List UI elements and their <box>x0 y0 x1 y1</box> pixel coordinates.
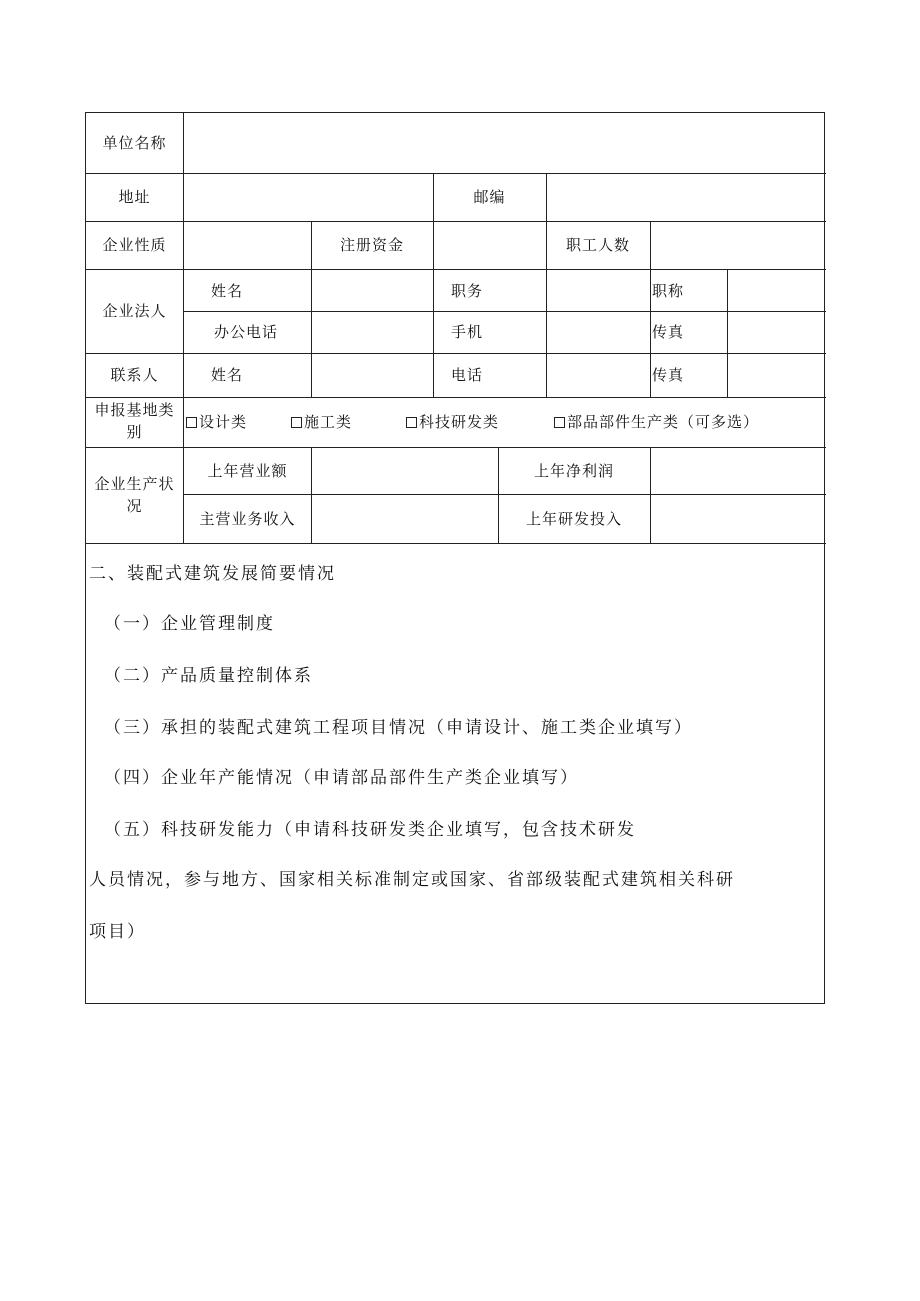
row-divider <box>86 543 826 544</box>
section-2-item-4: （四）企业年产能情况（申请部品部件生产类企业填写） <box>104 768 579 788</box>
label-last-rd: 上年研发投入 <box>525 510 622 528</box>
row-divider <box>86 397 826 398</box>
section-2-item-1: （一）企业管理制度 <box>104 614 275 634</box>
option-parts-production-label: 部品部件生产类（可多选） <box>567 413 760 431</box>
label-contact-fax: 传真 <box>652 366 685 384</box>
label-main-income: 主营业务收入 <box>199 510 296 528</box>
label-lp-fax: 传真 <box>652 323 685 341</box>
checkbox-icon <box>186 417 197 428</box>
label-contact-name: 姓名 <box>211 366 244 384</box>
label-base-type: 申报基地类别 <box>94 401 175 441</box>
row-divider <box>86 173 826 174</box>
label-lp-title: 职称 <box>652 282 685 300</box>
option-construction-label: 施工类 <box>304 413 353 431</box>
col-divider <box>311 269 312 397</box>
checkbox-icon <box>291 417 302 428</box>
section-2-title: 二、装配式建筑发展简要情况 <box>89 564 336 584</box>
section-2-item-2: （二）产品质量控制体系 <box>104 666 313 686</box>
col-divider <box>727 269 728 397</box>
label-staff-count: 职工人数 <box>565 236 630 254</box>
section-2-item-5-line-3: 项目） <box>89 922 146 942</box>
col-divider <box>433 269 434 397</box>
label-last-revenue: 上年营业额 <box>207 462 288 480</box>
label-lp-office-phone: 办公电话 <box>214 323 279 341</box>
section-2-item-5-line-1: （五）科技研发能力（申请科技研发类企业填写，包含技术研发 <box>104 820 636 840</box>
label-contact: 联系人 <box>110 366 159 384</box>
row-divider <box>86 221 826 222</box>
option-construction[interactable] <box>291 413 352 431</box>
label-production-status: 企业生产状况 <box>94 475 175 515</box>
label-address: 地址 <box>118 188 151 206</box>
option-parts-production[interactable] <box>554 413 759 431</box>
label-lp-mobile: 手机 <box>451 323 484 341</box>
row-divider <box>184 311 826 312</box>
row-divider <box>86 269 826 270</box>
checkbox-icon <box>406 417 417 428</box>
col-divider <box>650 447 651 543</box>
row-divider <box>86 447 826 448</box>
col-divider <box>546 269 547 397</box>
option-tech-rd-label: 科技研发类 <box>419 413 500 431</box>
section-2-item-3: （三）承担的装配式建筑工程项目情况（申请设计、施工类企业填写） <box>104 718 693 738</box>
label-registered-capital: 注册资金 <box>339 236 404 254</box>
option-design-label: 设计类 <box>199 413 248 431</box>
label-lp-position: 职务 <box>451 282 484 300</box>
col-divider <box>311 447 312 543</box>
label-postcode: 邮编 <box>473 188 506 206</box>
option-tech-rd[interactable] <box>406 413 499 431</box>
col-divider <box>650 269 651 397</box>
checkbox-icon <box>554 417 565 428</box>
col-divider <box>650 221 651 269</box>
label-contact-phone: 电话 <box>451 366 484 384</box>
label-legal-person: 企业法人 <box>102 302 167 320</box>
col-divider <box>546 173 547 221</box>
label-unit-name: 单位名称 <box>102 134 167 152</box>
option-design[interactable] <box>186 413 247 431</box>
row-divider <box>86 353 826 354</box>
row-divider <box>184 494 826 495</box>
label-lp-name: 姓名 <box>211 282 244 300</box>
col-divider <box>433 221 434 269</box>
section-2-item-5-line-2: 人员情况，参与地方、国家相关标准制定或国家、省部级装配式建筑相关科研 <box>89 870 735 890</box>
label-enterprise-nature: 企业性质 <box>102 236 167 254</box>
application-form-table <box>85 112 825 1004</box>
label-last-profit: 上年净利润 <box>533 462 614 480</box>
